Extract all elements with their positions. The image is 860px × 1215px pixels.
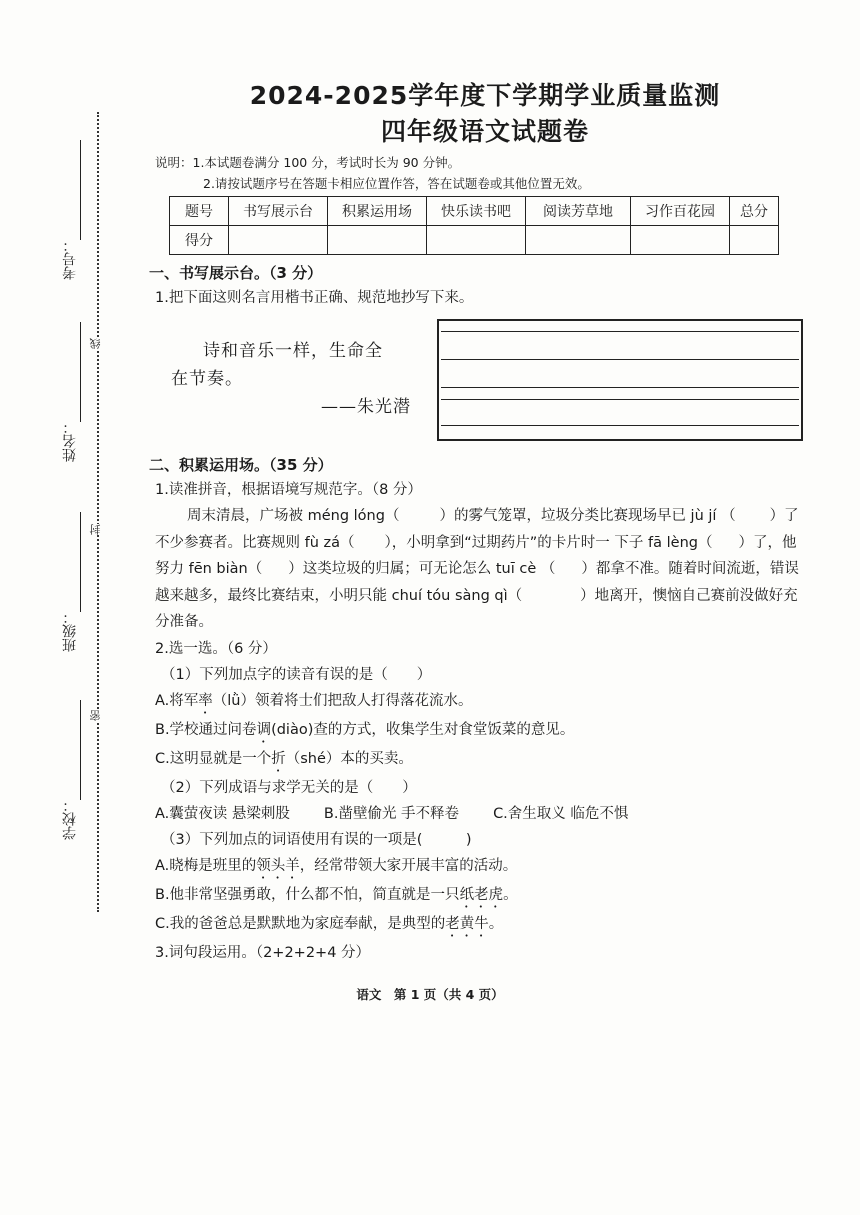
binding-dashed-line	[97, 112, 99, 912]
option-2-1-b[interactable]: B.学校通过问卷调(diào)查的方式，收集学生对食堂饭菜的意见。	[155, 721, 575, 738]
score-header-cell: 积累运用场	[328, 197, 427, 226]
school-field[interactable]	[60, 700, 90, 840]
famous-quote	[171, 337, 411, 421]
score-cell[interactable]	[328, 226, 427, 255]
quote-author: ——朱光潜	[321, 397, 411, 417]
score-table	[169, 196, 779, 255]
option-2-2-c[interactable]: C.舍生取义 临危不惧	[493, 805, 629, 822]
question-2-1: （1）下列加点字的读音有误的是（ ）	[161, 666, 432, 683]
pinyin-passage: 周末清晨，广场被 méng lóng（ ）的雾气笼罩，垃圾分类比赛现场早已 jù jí （ ）了不少参赛者。比赛规则 fù zá（ ），小明拿到“过期药片”的卡片时一 下子 fā lèng（ ）了，他努力 fēn biàn（ ）这类垃圾的归属；可无论怎么 tuī cè （ ）都拿不准。随着时间流逝，错误越来越多，最终比赛结束，小明只能 chuí tóu sàng qì（ ）地离开，懊恼自己赛前没做好充分准备。	[155, 508, 799, 630]
page-footer: 语文 第 1 页（共 4 页）	[356, 987, 504, 1002]
section-2-question-3: 3.词句段运用。（2+2+2+4 分）	[155, 944, 371, 961]
score-cell[interactable]	[229, 226, 328, 255]
score-header-cell: 总分	[730, 197, 779, 226]
option-2-2-b[interactable]: B.凿壁偷光 手不释卷	[323, 805, 460, 822]
writing-rule	[441, 425, 799, 426]
score-row-label: 得分	[170, 226, 229, 255]
question-2-3: （3）下列加点的词语使用有误的一项是( )	[161, 831, 472, 848]
score-cell[interactable]	[427, 226, 526, 255]
score-header-cell: 题号	[170, 197, 229, 226]
instruction-1: 说明：1.本试题卷满分 100 分，考试时长为 90 分钟。	[155, 155, 461, 170]
section-2-heading: 二、积累运用场。（35 分）	[149, 456, 333, 474]
score-table-score-row	[170, 226, 779, 255]
writing-rule	[441, 331, 799, 332]
writing-rule	[441, 399, 799, 400]
class-field[interactable]	[60, 512, 90, 652]
binding-char-xian: 线	[89, 338, 102, 349]
class-label: 班级：	[62, 610, 78, 652]
option-2-1-a[interactable]: A.将军率（lǜ）领着将士们把敌人打得落花流水。	[155, 692, 473, 709]
name-field[interactable]	[60, 322, 90, 462]
score-header-cell: 快乐读书吧	[427, 197, 526, 226]
exam-number-field[interactable]	[60, 140, 90, 280]
score-header-cell: 习作百花园	[631, 197, 730, 226]
binding-char-feng: 封	[89, 524, 102, 535]
writing-rule	[441, 387, 799, 388]
score-cell[interactable]	[631, 226, 730, 255]
binding-char-mi: 密	[89, 710, 102, 721]
score-header-cell: 书写展示台	[229, 197, 328, 226]
exam-title: 2024-2025学年度下学期学业质量监测	[249, 81, 721, 110]
instruction-2: 2.请按试题序号在答题卡相应位置作答，答在试题卷或其他位置无效。	[203, 176, 590, 191]
name-label: 姓名：	[62, 420, 78, 462]
exam-content	[149, 78, 815, 966]
writing-rule	[441, 359, 799, 360]
quote-line-1: 诗和音乐一样，生命全	[203, 341, 383, 361]
options-2-2	[155, 801, 815, 827]
option-2-1-c[interactable]: C.这明显就是一个折（shé）本的买卖。	[155, 750, 413, 767]
section-1-question-1: 1.把下面这则名言用楷书正确、规范地抄写下来。	[155, 290, 474, 306]
question-2-2: （2）下列成语与求学无关的是（ ）	[161, 779, 417, 796]
score-header-cell: 阅读芳草地	[526, 197, 631, 226]
section-2-question-2: 2.选一选。（6 分）	[155, 640, 277, 657]
copy-area	[155, 319, 815, 441]
option-2-3-a[interactable]: A.晓梅是班里的领头羊，经常带领大家开展丰富的活动。	[155, 857, 518, 874]
score-table-header-row	[170, 197, 779, 226]
exam-subtitle: 四年级语文试题卷	[380, 117, 589, 146]
school-label: 学校：	[62, 798, 78, 840]
binding-margin	[0, 100, 110, 915]
section-2-question-1: 1.读准拼音，根据语境写规范字。（8 分）	[155, 482, 422, 498]
exam-number-label: 考号：	[62, 238, 78, 280]
score-cell[interactable]	[526, 226, 631, 255]
option-2-3-c[interactable]: C.我的爸爸总是默默地为家庭奉献，是典型的老黄牛。	[155, 915, 504, 932]
instructions	[155, 152, 815, 194]
quote-line-2: 在节奏。	[171, 369, 243, 389]
option-2-3-b[interactable]: B.他非常坚强勇敢，什么都不怕，简直就是一只纸老虎。	[155, 886, 518, 903]
score-cell[interactable]	[730, 226, 779, 255]
section-1-heading: 一、书写展示台。（3 分）	[149, 264, 323, 282]
handwriting-box[interactable]	[437, 319, 803, 441]
option-2-2-a[interactable]: A.囊萤夜读 悬梁刺股	[155, 805, 290, 822]
